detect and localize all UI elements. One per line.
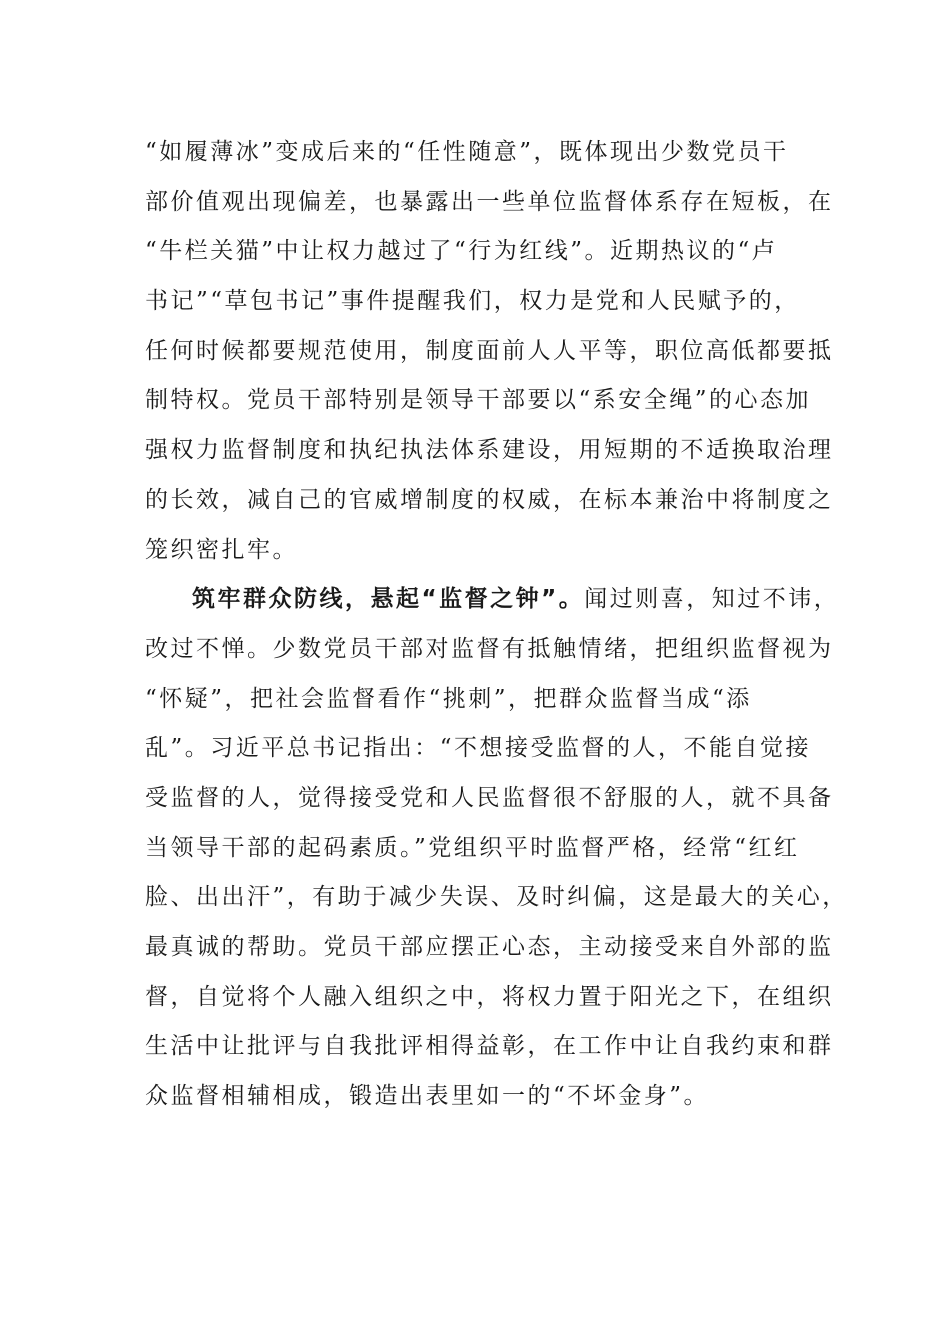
text-line: 部价值观出现偏差，也暴露出一些单位监督体系存在短板，在 bbox=[145, 188, 834, 215]
paragraph-1 bbox=[145, 128, 834, 575]
text-line: 受监督的人，觉得接受党和人民监督很不舒服的人，就不具备 bbox=[145, 784, 834, 811]
text-line: 生活中让批评与自我批评相得益彰，在工作中让自我约束和群 bbox=[145, 1033, 834, 1060]
text-line: 制特权。党员干部特别是领导干部要以“系安全绳”的心态加 bbox=[145, 387, 812, 414]
text-line: 脸、出出汗”，有助于减少失误、及时纠偏，这是最大的关心， bbox=[145, 884, 848, 911]
text-line: 书记”“草包书记”事件提醒我们，权力是党和人民赋予的， bbox=[145, 288, 800, 315]
text-line: 督，自觉将个人融入组织之中，将权力置于阳光之下，在组织 bbox=[145, 983, 834, 1010]
text-line: 的长效，减自己的官威增制度的权威，在标本兼治中将制度之 bbox=[145, 486, 834, 513]
text-segment: 闻过则喜，知过不讳， bbox=[584, 586, 840, 613]
text-line: “如履薄冰”变成后来的“任性随意”，既体现出少数党员干 bbox=[145, 139, 789, 165]
text-line: “怀疑”，把社会监督看作“挑刺”，把群众监督当成“添 bbox=[145, 685, 752, 712]
text-line: 当领导干部的起码素质。”党组织平时监督严格，经常“红红 bbox=[145, 834, 800, 861]
paragraph-first-line bbox=[145, 575, 840, 625]
text-line: 最真诚的帮助。党员干部应摆正心态，主动接受来自外部的监 bbox=[145, 934, 834, 960]
document-body bbox=[145, 128, 848, 1122]
text-line: “牛栏关猫”中让权力越过了“行为红线”。近期热议的“卢 bbox=[145, 238, 778, 265]
text-line: 任何时候都要规范使用，制度面前人人平等，职位高低都要抵 bbox=[145, 337, 834, 364]
text-line: 众监督相辅相成，锻造出表里如一的“不坏金身”。 bbox=[145, 1083, 710, 1110]
text-line: 改过不惮。少数党员干部对监督有抵触情绪，把组织监督视为 bbox=[145, 635, 834, 662]
paragraph-heading: 筑牢群众防线，悬起“监督之钟”。 bbox=[192, 586, 585, 613]
text-line: 笼织密扎牢。 bbox=[145, 536, 298, 563]
text-line: 强权力监督制度和执纪执法体系建设，用短期的不适换取治理 bbox=[145, 437, 834, 464]
paragraph-2 bbox=[145, 575, 848, 1122]
text-line: 乱”。习近平总书记指出：“不想接受监督的人，不能自觉接 bbox=[145, 735, 812, 762]
